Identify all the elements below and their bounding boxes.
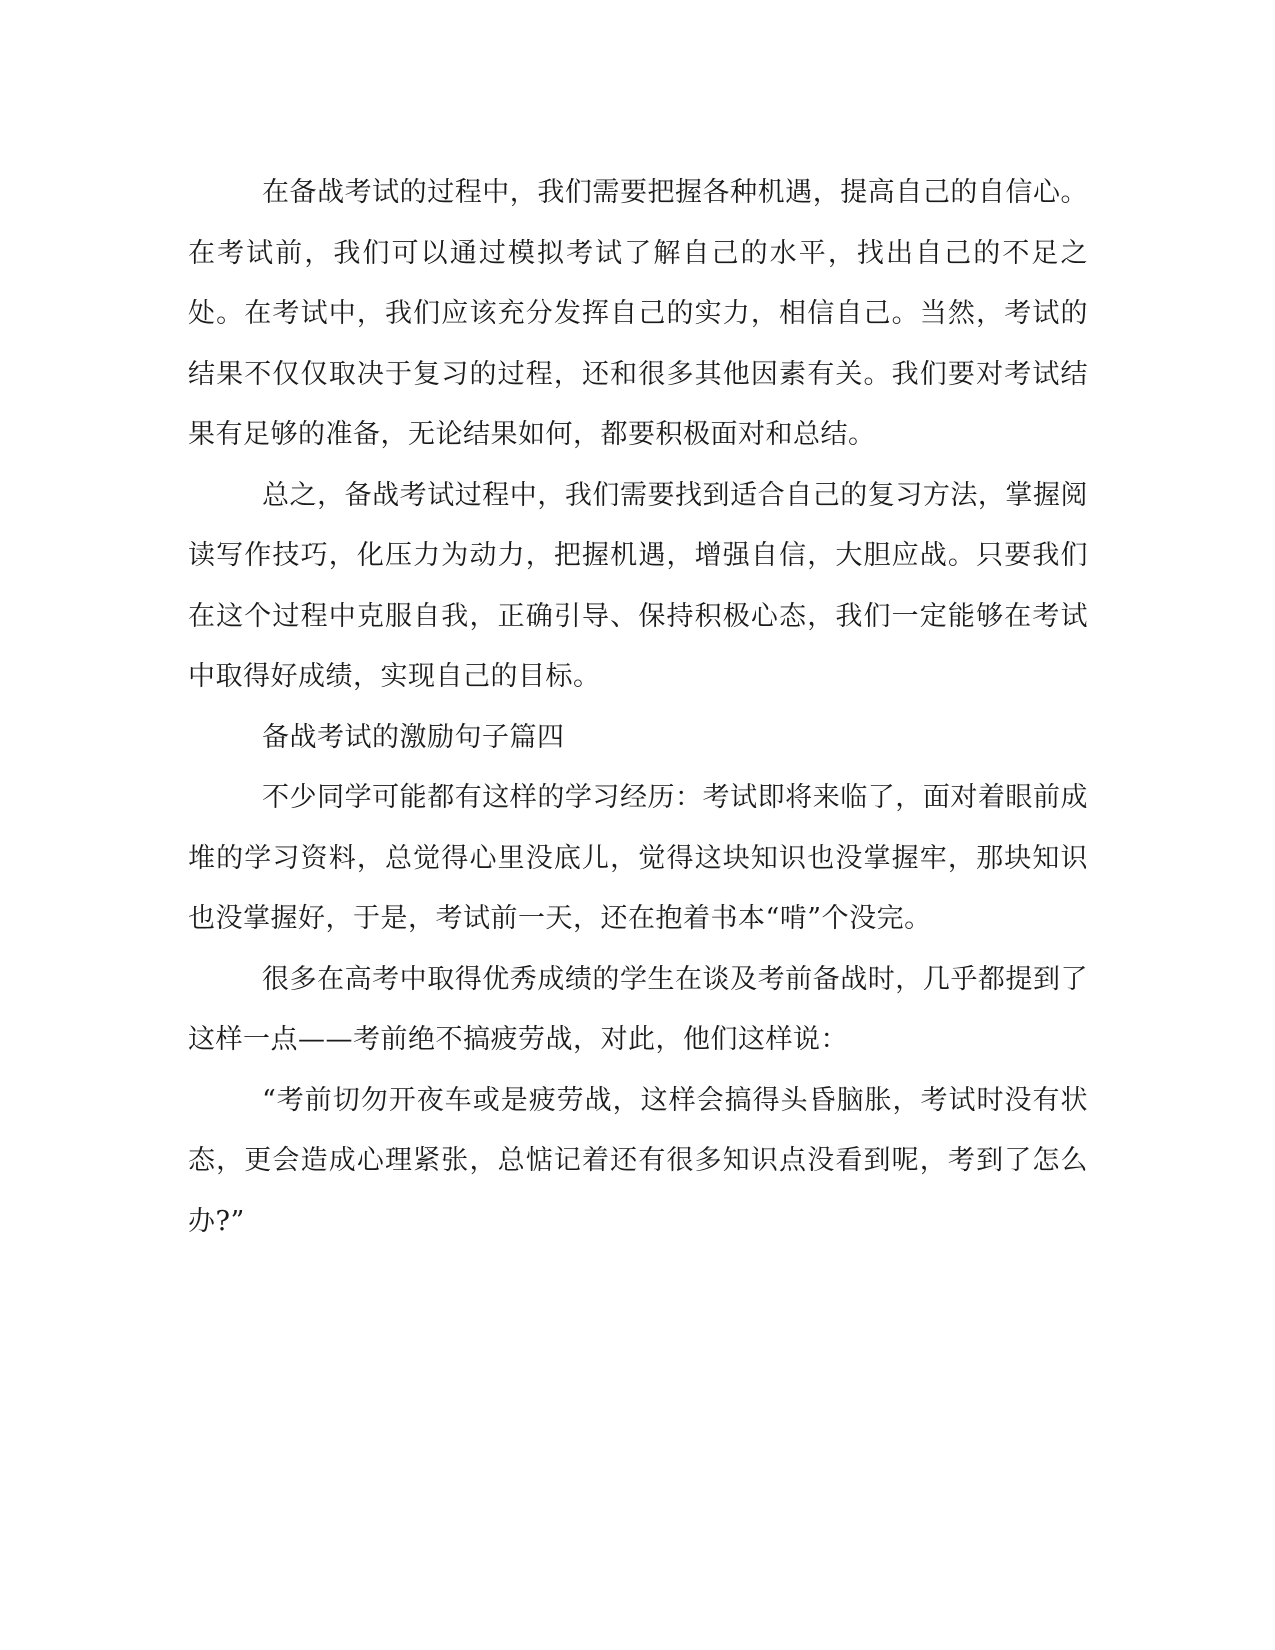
paragraph-top-students: 很多在高考中取得优秀成绩的学生在谈及考前备战时，几乎都提到了这样一点——考前绝不搞疲劳战，对此，他们这样说： bbox=[188, 963, 1088, 1055]
document-body bbox=[188, 163, 1088, 1252]
paragraph-quote: “考前切勿开夜车或是疲劳战，这样会搞得头昏脑胀，考试时没有状态，更会造成心理紧张，总惦记着还有很多知识点没看到呢，考到了怎么办?” bbox=[188, 1084, 1088, 1237]
paragraph-exam-confidence: 在备战考试的过程中，我们需要把握各种机遇，提高自己的自信心。在考试前，我们可以通过模拟考试了解自己的水平，找出自己的不足之处。在考试中，我们应该充分发挥自己的实力，相信自己。当然，考试的结果不仅仅取决于复习的过程，还和很多其他因素有关。我们要对考试结果有足够的准备，无论结果如何，都要积极面对和总结。 bbox=[188, 177, 1088, 450]
paragraph-study-experience: 不少同学可能都有这样的学习经历：考试即将来临了，面对着眼前成堆的学习资料，总觉得心里没底儿，觉得这块知识也没掌握牢，那块知识也没掌握好，于是，考试前一天，还在抱着书本“啃”个没完。 bbox=[188, 782, 1088, 934]
section-heading: 备战考试的激励句子篇四 bbox=[262, 721, 565, 753]
paragraph-summary: 总之，备战考试过程中，我们需要找到适合自己的复习方法，掌握阅读写作技巧，化压力为动力，把握机遇，增强自信，大胆应战。只要我们在这个过程中克服自我，正确引导、保持积极心态，我们一定能够在考试中取得好成绩，实现自己的目标。 bbox=[188, 479, 1088, 692]
